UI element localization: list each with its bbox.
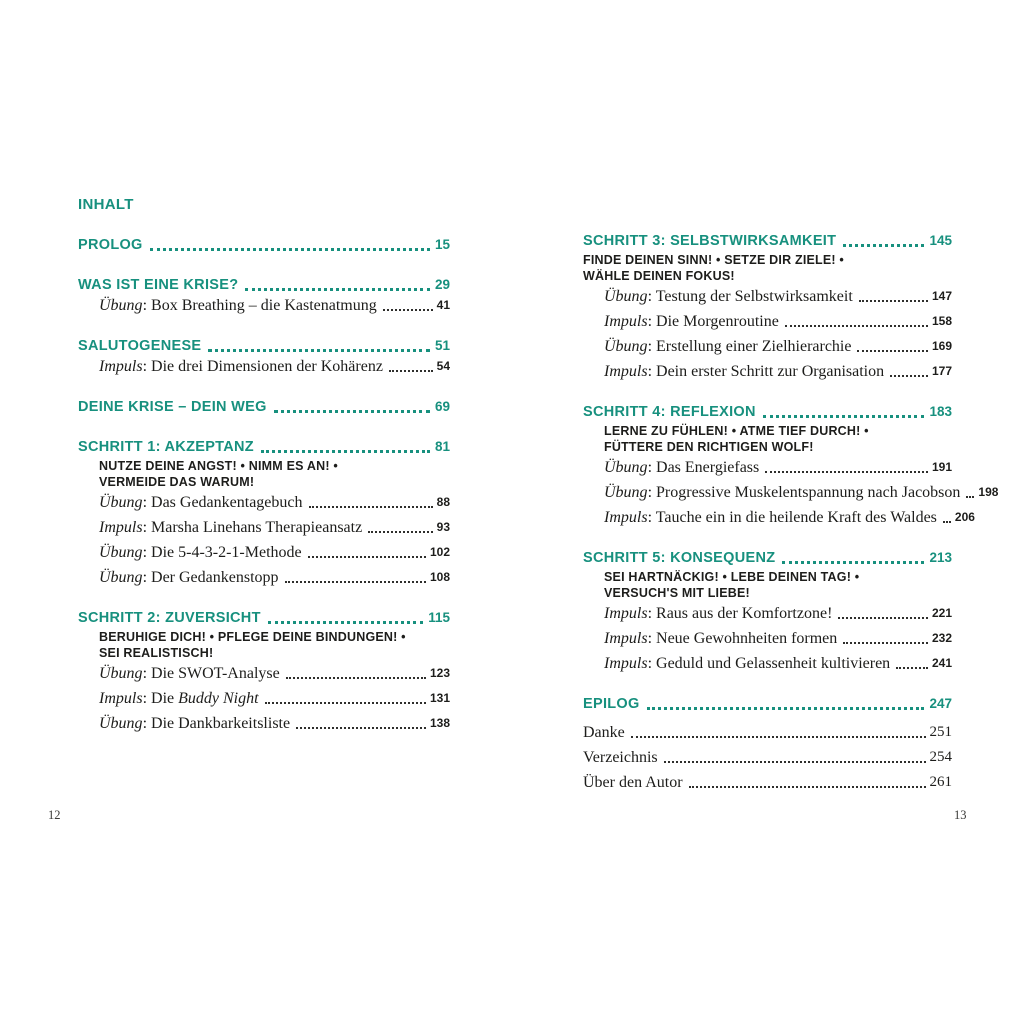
toc-item	[78, 494, 450, 511]
toc-item-label	[604, 630, 837, 647]
dot-leader	[890, 375, 928, 377]
toc-item-prefix: Impuls	[604, 509, 648, 526]
toc-item-text: Die 5-4-3-2-1-Methode	[151, 544, 302, 561]
toc-item-label	[604, 484, 960, 501]
dot-leader	[389, 370, 433, 372]
toc-item	[583, 630, 952, 647]
toc-item-label	[99, 544, 302, 561]
toc-item-label	[99, 297, 377, 314]
toc-item-sep: :	[647, 313, 657, 330]
toc-item-prefix: Übung	[604, 459, 648, 476]
toc-item-text: Marsha Linehans Therapieansatz	[151, 519, 363, 536]
section-was-ist-eine-krise	[78, 277, 450, 314]
toc-item	[583, 655, 952, 672]
section-subtitle: SEI HARTNÄCKIG! • LEBE DEINEN TAG! •	[604, 570, 860, 584]
toc-item-text: Die Morgenroutine	[656, 313, 779, 330]
toc-item-label	[99, 665, 280, 682]
toc-item-text: Raus aus der Komfortzone!	[656, 605, 833, 622]
chapter-title: SCHRITT 5: KONSEQUENZ	[583, 550, 776, 566]
toc-item-text: Box Breathing – die Kastenatmung	[151, 297, 377, 314]
toc-item-text: Erstellung einer Zielhierarchie	[656, 338, 852, 355]
chapter-title: SCHRITT 3: SELBSTWIRKSAMKEIT	[583, 233, 837, 249]
chapter-title: SCHRITT 4: REFLEXION	[583, 404, 756, 420]
toc-item-label	[99, 569, 279, 586]
chapter-page: 183	[929, 404, 952, 419]
chapter-page: 81	[434, 439, 450, 454]
toc-item-prefix: Übung	[604, 484, 648, 501]
toc-item-page: 123	[429, 666, 450, 680]
toc-item-sep: :	[142, 690, 152, 707]
toc-item-page: 198	[978, 485, 999, 499]
toc-left-page	[78, 197, 450, 732]
toc-item-sep: :	[647, 655, 657, 672]
toc-item-sep: :	[647, 509, 656, 526]
dot-leader	[261, 450, 430, 453]
chapter-page: 247	[929, 696, 952, 711]
chapter-page: 213	[929, 550, 952, 565]
toc-item-label	[99, 494, 303, 511]
toc-item	[583, 338, 952, 355]
chapter-title: EPILOG	[583, 696, 640, 712]
toc-item	[583, 363, 952, 380]
toc-right-page	[583, 233, 999, 791]
dot-leader	[368, 531, 432, 533]
toc-item	[78, 358, 450, 375]
toc-item	[583, 288, 952, 305]
toc-item-prefix: Übung	[99, 715, 143, 732]
toc-item-page: 108	[429, 570, 450, 584]
toc-item-page: 221	[931, 606, 952, 620]
toc-item-text: Das Energiefass	[656, 459, 760, 476]
chapter-row	[583, 233, 952, 249]
chapter-title: SCHRITT 2: ZUVERSICHT	[78, 610, 261, 626]
toc-backmatter-entry	[583, 724, 952, 741]
section-subtitle: VERMEIDE DAS WARUM!	[99, 475, 255, 489]
dot-leader	[308, 556, 426, 558]
toc-item-sep: :	[142, 519, 152, 536]
toc-item	[78, 715, 450, 732]
section-subtitle: FÜTTERE DEN RICHTIGEN WOLF!	[604, 440, 814, 454]
toc-item-text: Das Gedankentagebuch	[151, 494, 303, 511]
dot-leader	[966, 496, 974, 498]
chapter-row	[78, 338, 450, 354]
dot-leader	[857, 350, 927, 352]
dot-leader	[245, 288, 430, 291]
section-subtitle: FINDE DEINEN SINN! • SETZE DIR ZIELE! •	[583, 253, 845, 267]
toc-item	[583, 484, 999, 501]
section-schritt-2-zuversicht	[78, 610, 450, 732]
toc-item-sep: :	[647, 459, 657, 476]
toc-item-sep: :	[647, 630, 657, 647]
toc-item-page: 232	[931, 631, 952, 645]
toc-item-text: Testung der Selbstwirksamkeit	[655, 288, 853, 305]
toc-item-page: 138	[429, 716, 450, 730]
toc-item-page: 177	[931, 364, 952, 378]
section-schritt-4-reflexion	[583, 404, 999, 526]
dot-leader	[286, 677, 426, 679]
toc-item-prefix: Impuls	[99, 690, 143, 707]
toc-backmatter-page: 254	[929, 749, 952, 765]
dot-leader	[843, 642, 928, 644]
toc-item-text: Die	[151, 690, 179, 707]
toc-item-page: 169	[931, 339, 952, 353]
toc-backmatter-label: Verzeichnis	[583, 749, 658, 766]
toc-item-page: 41	[436, 298, 450, 312]
toc-item-prefix: Übung	[99, 665, 143, 682]
chapter-row	[78, 399, 450, 415]
toc-item-page: 102	[429, 545, 450, 559]
toc-item-sep: :	[647, 484, 657, 501]
toc-item-page: 93	[436, 520, 450, 534]
dot-leader	[785, 325, 928, 327]
toc-item-label	[604, 338, 851, 355]
toc-item-label	[99, 519, 362, 536]
section-schritt-1-akzeptanz	[78, 439, 450, 586]
dot-leader	[763, 415, 925, 418]
chapter-title: SALUTOGENESE	[78, 338, 202, 354]
toc-item-label	[604, 459, 759, 476]
section-subtitle: LERNE ZU FÜHLEN! • ATME TIEF DURCH! •	[604, 424, 869, 438]
toc-item-sep: :	[647, 338, 657, 355]
toc-item-prefix: Übung	[99, 297, 143, 314]
toc-backmatter-page: 251	[929, 724, 952, 740]
dot-leader	[285, 581, 426, 583]
section-subtitle: SEI REALISTISCH!	[99, 646, 214, 660]
section-subtitle: WÄHLE DEINEN FOKUS!	[583, 269, 735, 283]
toc-item-text: Dein erster Schritt zur Organisation	[656, 363, 885, 380]
toc-item-page: 147	[931, 289, 952, 303]
toc-item-page: 131	[429, 691, 450, 705]
toc-item	[583, 313, 952, 330]
toc-item	[78, 690, 450, 707]
section-subtitle: BERUHIGE DICH! • PFLEGE DEINE BINDUNGEN! •	[99, 630, 406, 644]
toc-item	[78, 297, 450, 314]
toc-item-label	[604, 363, 884, 380]
chapter-page: 51	[434, 338, 450, 353]
toc-item-text: Neue Gewohnheiten formen	[656, 630, 838, 647]
toc-item-label	[99, 690, 259, 707]
toc-item-page: 158	[931, 314, 952, 328]
toc-item-page: 241	[931, 656, 952, 670]
toc-item	[583, 605, 952, 622]
dot-leader	[689, 786, 926, 788]
toc-item-label	[604, 655, 890, 672]
chapter-page: 145	[929, 233, 952, 248]
dot-leader	[782, 561, 924, 564]
dot-leader	[274, 410, 430, 413]
section-salutogenese	[78, 338, 450, 375]
dot-leader	[765, 471, 928, 473]
toc-item-label	[604, 509, 937, 526]
toc-item-text: Geduld und Gelassenheit kultivieren	[656, 655, 891, 672]
page-number-left: 12	[48, 808, 61, 822]
dot-leader	[150, 248, 430, 251]
toc-backmatter-entry	[583, 774, 952, 791]
toc-item-text: Die Dankbarkeitsliste	[151, 715, 291, 732]
toc-item-page: 54	[436, 359, 450, 373]
toc-item-page: 206	[954, 510, 975, 524]
toc-item-text: Die SWOT-Analyse	[151, 665, 280, 682]
dot-leader	[309, 506, 433, 508]
toc-item	[583, 459, 952, 476]
toc-item-sep: :	[647, 363, 657, 380]
toc-item-sep: :	[142, 715, 152, 732]
dot-leader	[208, 349, 430, 352]
toc-item-prefix: Übung	[604, 288, 648, 305]
toc-backmatter-label: Über den Autor	[583, 774, 683, 791]
toc-item-sep: :	[142, 358, 152, 375]
chapter-page: 115	[428, 610, 450, 625]
section-deine-krise-dein-weg	[78, 399, 450, 415]
toc-item-sep: :	[647, 605, 657, 622]
dot-leader	[664, 761, 926, 763]
dot-leader	[647, 707, 925, 710]
toc-item-page: 88	[436, 495, 450, 509]
toc-item-prefix: Impuls	[604, 313, 648, 330]
toc-item-sep: :	[142, 494, 152, 511]
toc-item-page: 191	[931, 460, 952, 474]
toc-item-text: Der Gedankenstopp	[151, 569, 279, 586]
toc-item-prefix: Impuls	[604, 630, 648, 647]
toc-item	[78, 519, 450, 536]
dot-leader	[943, 521, 951, 523]
chapter-title: DEINE KRISE – DEIN WEG	[78, 399, 267, 415]
toc-item-prefix: Impuls	[99, 519, 143, 536]
toc-item-prefix: Übung	[99, 494, 143, 511]
dot-leader	[296, 727, 426, 729]
chapter-page: 29	[434, 277, 450, 292]
toc-item-prefix: Impuls	[604, 605, 648, 622]
toc-item-text: Progressive Muskelentspannung nach Jacobson	[656, 484, 961, 501]
toc-item-prefix: Übung	[99, 569, 143, 586]
toc-item-sep: :	[142, 297, 152, 314]
chapter-row	[78, 237, 450, 253]
chapter-title: PROLOG	[78, 237, 143, 253]
toc-item-prefix: Impuls	[604, 363, 648, 380]
dot-leader	[383, 309, 433, 311]
chapter-row	[583, 550, 952, 566]
chapter-row	[583, 696, 952, 712]
chapter-title: WAS IST EINE KRISE?	[78, 277, 239, 293]
chapter-row	[78, 277, 450, 293]
toc-item-label	[99, 715, 290, 732]
toc-item-prefix: Impuls	[99, 358, 143, 375]
section-schritt-3-selbstwirksamkeit	[583, 233, 952, 380]
toc-item-prefix: Impuls	[604, 655, 648, 672]
toc-backmatter-label: Danke	[583, 724, 625, 741]
toc-item	[583, 509, 975, 526]
toc-item-sep: :	[142, 569, 152, 586]
dot-leader	[631, 736, 926, 738]
toc-item	[78, 665, 450, 682]
chapter-row	[78, 610, 450, 626]
chapter-page: 69	[434, 399, 450, 414]
toc-item	[78, 544, 450, 561]
dot-leader	[896, 667, 928, 669]
section-subtitle: NUTZE DEINE ANGST! • NIMM ES AN! •	[99, 459, 338, 473]
toc-item-sep: :	[647, 288, 656, 305]
chapter-row	[78, 439, 450, 455]
toc-item-label	[604, 605, 832, 622]
page-number-right: 13	[954, 808, 967, 822]
section-prolog	[78, 237, 450, 253]
toc-item-text-italic: Buddy Night	[178, 690, 259, 707]
dot-leader	[859, 300, 928, 302]
section-epilog	[583, 696, 952, 712]
chapter-row	[583, 404, 952, 420]
toc-item-prefix: Übung	[99, 544, 143, 561]
section-subtitle: VERSUCH'S MIT LIEBE!	[604, 586, 750, 600]
toc-item-sep: :	[142, 665, 152, 682]
toc-item-text: Die drei Dimensionen der Kohärenz	[151, 358, 383, 375]
dot-leader	[268, 621, 423, 624]
toc-item-sep: :	[142, 544, 152, 561]
section-schritt-5-konsequenz	[583, 550, 952, 672]
toc-item-label	[604, 288, 853, 305]
toc-heading: INHALT	[78, 196, 134, 213]
dot-leader	[843, 244, 924, 247]
toc-item-prefix: Übung	[604, 338, 648, 355]
toc-item-label	[604, 313, 779, 330]
dot-leader	[265, 702, 426, 704]
toc-item-label	[99, 358, 383, 375]
chapter-page: 15	[434, 237, 450, 252]
toc-backmatter-entry	[583, 749, 952, 766]
chapter-title: SCHRITT 1: AKZEPTANZ	[78, 439, 254, 455]
dot-leader	[838, 617, 928, 619]
toc-backmatter-page: 261	[929, 774, 952, 790]
toc-item-text: Tauche ein in die heilende Kraft des Waldes	[655, 509, 937, 526]
toc-item	[78, 569, 450, 586]
